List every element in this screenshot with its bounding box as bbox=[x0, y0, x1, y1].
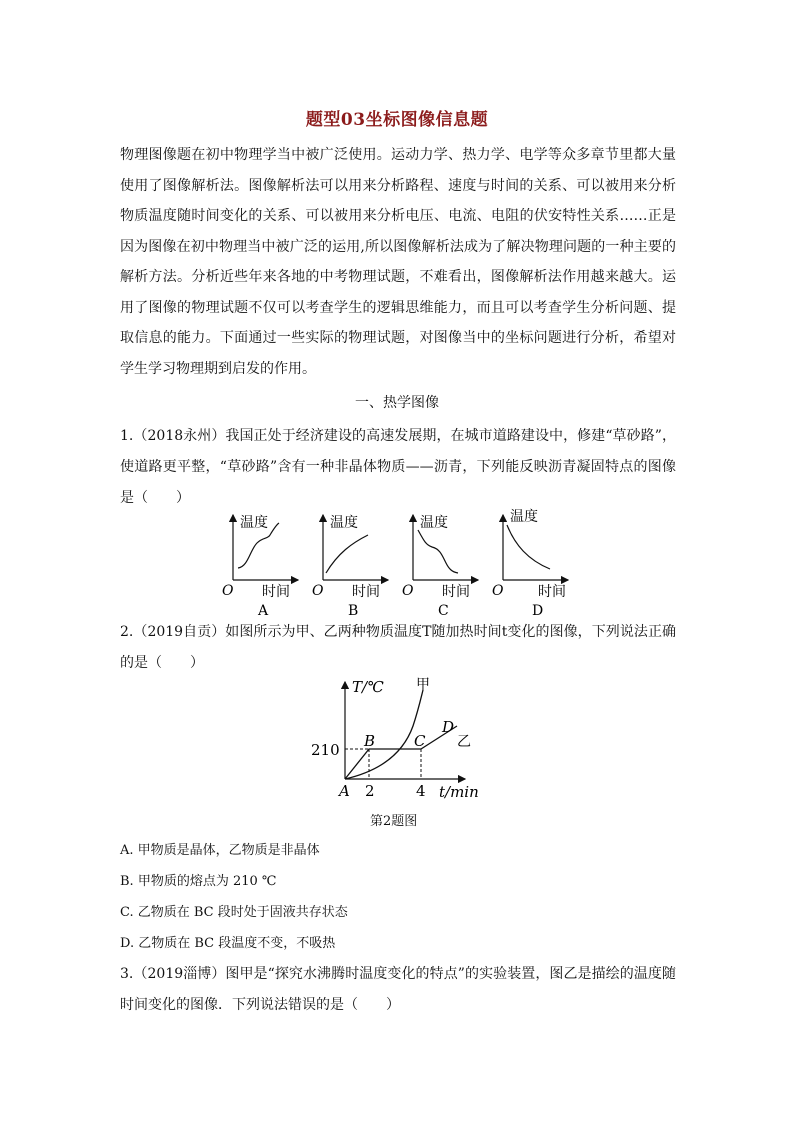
fig2-curve-yi: 乙 bbox=[457, 734, 471, 750]
section-heading: 一、热学图像 bbox=[355, 395, 439, 411]
q2-option-d: D. 乙物质在 BC 段温度不变，不吸热 bbox=[120, 936, 336, 951]
graph-c bbox=[402, 514, 478, 619]
graph-a bbox=[222, 514, 298, 619]
graph-d bbox=[492, 508, 568, 619]
fig2-y-tick: 210 bbox=[311, 741, 340, 759]
graph-a-ylabel: 温度 bbox=[240, 515, 268, 531]
fig2-caption: 第2题图 bbox=[370, 814, 418, 829]
graph-b bbox=[312, 514, 388, 619]
graph-c-ylabel: 温度 bbox=[420, 515, 448, 531]
question-1-graphs bbox=[200, 505, 600, 620]
fig2-point-c: C bbox=[414, 732, 426, 750]
graph-d-ylabel: 温度 bbox=[510, 509, 538, 525]
fig2-point-d: D bbox=[442, 718, 455, 736]
fig2-xlabel: t/min bbox=[439, 783, 479, 801]
graph-c-xlabel: 时间 bbox=[442, 584, 470, 600]
question-3-text: 3.（2019淄博）图甲是“探究水沸腾时温度变化的特点”的实验装置，图乙是描绘的温度随时间变化的图像．下列说法错误的是（ ） bbox=[120, 966, 676, 1013]
fig2-x-tick-2: 2 bbox=[365, 782, 375, 800]
fig2-curve-jia: 甲 bbox=[416, 677, 430, 693]
q2-option-b: B. 甲物质的熔点为 210 ℃ bbox=[120, 874, 277, 889]
question-1-text: 1.（2018永州）我国正处于经济建设的高速发展期，在城市道路建设中，修建“草砂路”，使道路更平整，“草砂路”含有一种非晶体物质——沥青，下列能反映沥青凝固特点的图像是（ ） bbox=[120, 428, 676, 506]
graph-d-label: D bbox=[532, 603, 544, 619]
fig2-ylabel: T/℃ bbox=[352, 678, 384, 696]
intro-paragraph: 物理图像题在初中物理学当中被广泛使用。运动力学、热力学、电学等众多章节里都大量使用了图像解析法。图像解析法可以用来分析路程、速度与时间的关系、可以被用来分析物质温度随时间变化的关系、可以被用来分析电压、电流、电阻的伏安特性关系……正是因为图像在初中物理当中被广泛的运用,所以图像解析法成为了解决物理问题的一种主要的解析方法。分析近些年来各地的中考物理试题，不难看出，图像解析法作用越来越大。运用了图像的物理试题不仅可以考查学生的逻辑思维能力，而且可以考查学生分析问题、提取信息的能力。下面通过一些实际的物理试题，对图像当中的坐标问题进行分析，希望对学生学习物理期到启发的作用。 bbox=[120, 147, 676, 377]
graph-a-label: A bbox=[258, 603, 269, 619]
graph-b-ylabel: 温度 bbox=[330, 515, 358, 531]
graph-c-label: C bbox=[438, 603, 449, 619]
question-2-text: 2.（2019自贡）如图所示为甲、乙两种物质温度T随加热时间t变化的图像，下列说法正确的是（ ） bbox=[120, 624, 676, 671]
fig2-point-b: B bbox=[364, 732, 376, 750]
fig2-x-tick-4: 4 bbox=[416, 782, 426, 800]
fig2-point-a: A bbox=[339, 782, 350, 800]
page-title: 题型03坐标图像信息题 bbox=[305, 110, 489, 130]
graph-b-label: B bbox=[348, 603, 359, 619]
q2-option-a: A. 甲物质是晶体，乙物质是非晶体 bbox=[120, 843, 320, 858]
question-2-figure bbox=[305, 676, 495, 806]
graph-b-xlabel: 时间 bbox=[352, 584, 380, 600]
graph-a-origin: O bbox=[222, 583, 234, 599]
graph-d-xlabel: 时间 bbox=[538, 584, 566, 600]
graph-c-origin: O bbox=[402, 583, 414, 599]
graph-b-origin: O bbox=[312, 583, 324, 599]
graph-a-xlabel: 时间 bbox=[262, 584, 290, 600]
graph-d-origin: O bbox=[492, 583, 504, 599]
q2-option-c: C. 乙物质在 BC 段时处于固液共存状态 bbox=[120, 905, 348, 920]
